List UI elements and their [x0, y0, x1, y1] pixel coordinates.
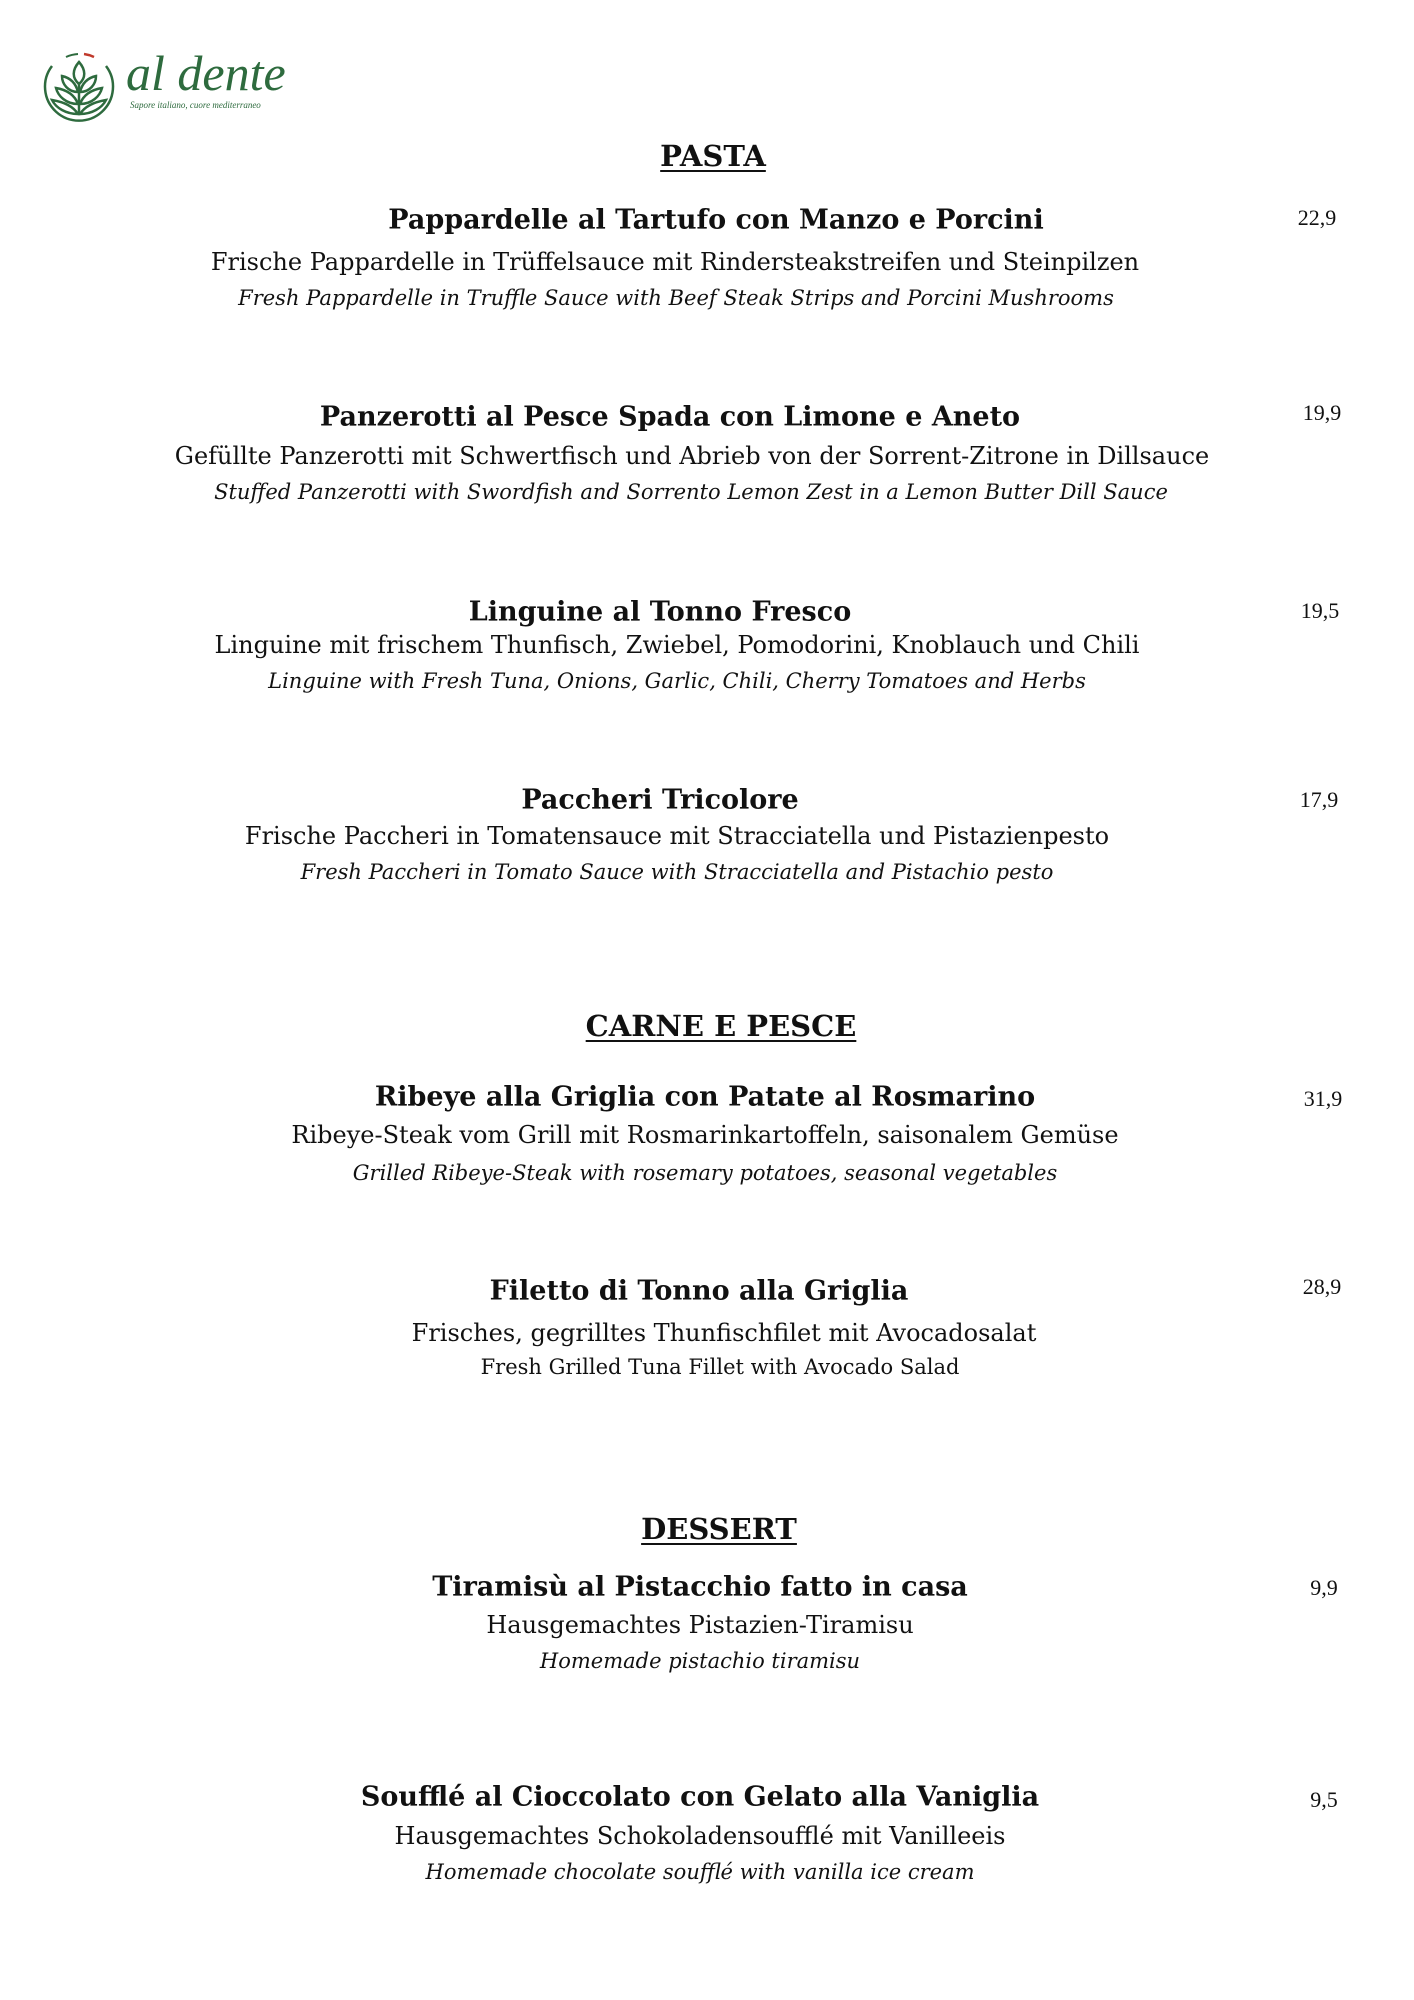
- dish-price: 22,9: [1297, 205, 1337, 230]
- dish-price: 19,5: [1300, 598, 1340, 623]
- dish-description-de: Linguine mit frischem Thunfisch, Zwiebel, Pomodorini, Knoblauch und Chili: [214, 631, 1140, 659]
- logo: [38, 45, 288, 128]
- dish-price: 31,9: [1303, 1086, 1343, 1111]
- dish-price: 19,9: [1302, 400, 1342, 425]
- logo-wordmark: al dente: [126, 45, 286, 101]
- dish-title: Panzerotti al Pesce Spada con Limone e Aneto: [319, 401, 1021, 433]
- dish-description-en: Linguine with Fresh Tuna, Onions, Garlic, Chili, Cherry Tomatoes and Herbs: [268, 669, 1086, 693]
- dish-title: Ribeye alla Griglia con Patate al Rosmarino: [374, 1081, 1036, 1113]
- dish-description-de: Hausgemachtes Pistazien-Tiramisu: [486, 1611, 914, 1639]
- dish-description-de: Frische Paccheri in Tomatensauce mit Stracciatella und Pistazienpesto: [244, 822, 1110, 850]
- dish-description-de: Frische Pappardelle in Trüffelsauce mit Rindersteakstreifen und Steinpilzen: [210, 248, 1140, 276]
- dish-price: 9,9: [1310, 1575, 1338, 1600]
- dish-title: Filetto di Tonno alla Griglia: [489, 1275, 909, 1307]
- dish-description-en: Fresh Paccheri in Tomato Sauce with Stracciatella and Pistachio pesto: [300, 860, 1054, 884]
- dish-title: Linguine al Tonno Fresco: [468, 596, 852, 628]
- logo-tagline: Sapore italiano, cuore mediterraneo: [130, 100, 261, 110]
- dish-description-en: Fresh Pappardelle in Truffle Sauce with Beef Steak Strips and Porcini Mushrooms: [238, 286, 1114, 310]
- dish-price: 28,9: [1302, 1274, 1342, 1299]
- dish-description-en: Homemade pistachio tiramisu: [539, 1649, 861, 1673]
- dish-price: 9,5: [1310, 1787, 1338, 1812]
- dish-description-en: Grilled Ribeye-Steak with rosemary potatoes, seasonal vegetables: [352, 1161, 1058, 1185]
- dish-title: Tiramisù al Pistacchio fatto in casa: [432, 1571, 968, 1603]
- section-heading-carne-e-pesce: CARNE E PESCE: [585, 1009, 857, 1043]
- dish-title: Soufflé al Cioccolato con Gelato alla Vaniglia: [360, 1781, 1040, 1813]
- dish-description-en: Homemade chocolate soufflé with vanilla ice cream: [425, 1860, 975, 1884]
- dish-price: 17,9: [1299, 787, 1339, 812]
- dish-title: Pappardelle al Tartufo con Manzo e Porcini: [388, 204, 1044, 236]
- section-heading-dessert: DESSERT: [641, 1512, 797, 1546]
- dish-description-de: Hausgemachtes Schokoladensoufflé mit Vanilleeis: [394, 1822, 1006, 1850]
- dish-description-en: Fresh Grilled Tuna Fillet with Avocado Salad: [480, 1355, 960, 1379]
- dish-title: Paccheri Tricolore: [521, 784, 799, 816]
- dish-description-de: Gefüllte Panzerotti mit Schwertfisch und Abrieb von der Sorrent-Zitrone in Dillsauce: [174, 442, 1210, 470]
- leaf-emblem-icon: [38, 48, 120, 124]
- dish-description-en: Stuffed Panzerotti with Swordfish and Sorrento Lemon Zest in a Lemon Butter Dill Sauce: [214, 480, 1168, 504]
- dish-description-de: Frisches, gegrilltes Thunfischfilet mit Avocadosalat: [411, 1319, 1037, 1347]
- section-heading-pasta: PASTA: [660, 139, 766, 173]
- dish-description-de: Ribeye-Steak vom Grill mit Rosmarinkartoffeln, saisonalem Gemüse: [291, 1121, 1119, 1149]
